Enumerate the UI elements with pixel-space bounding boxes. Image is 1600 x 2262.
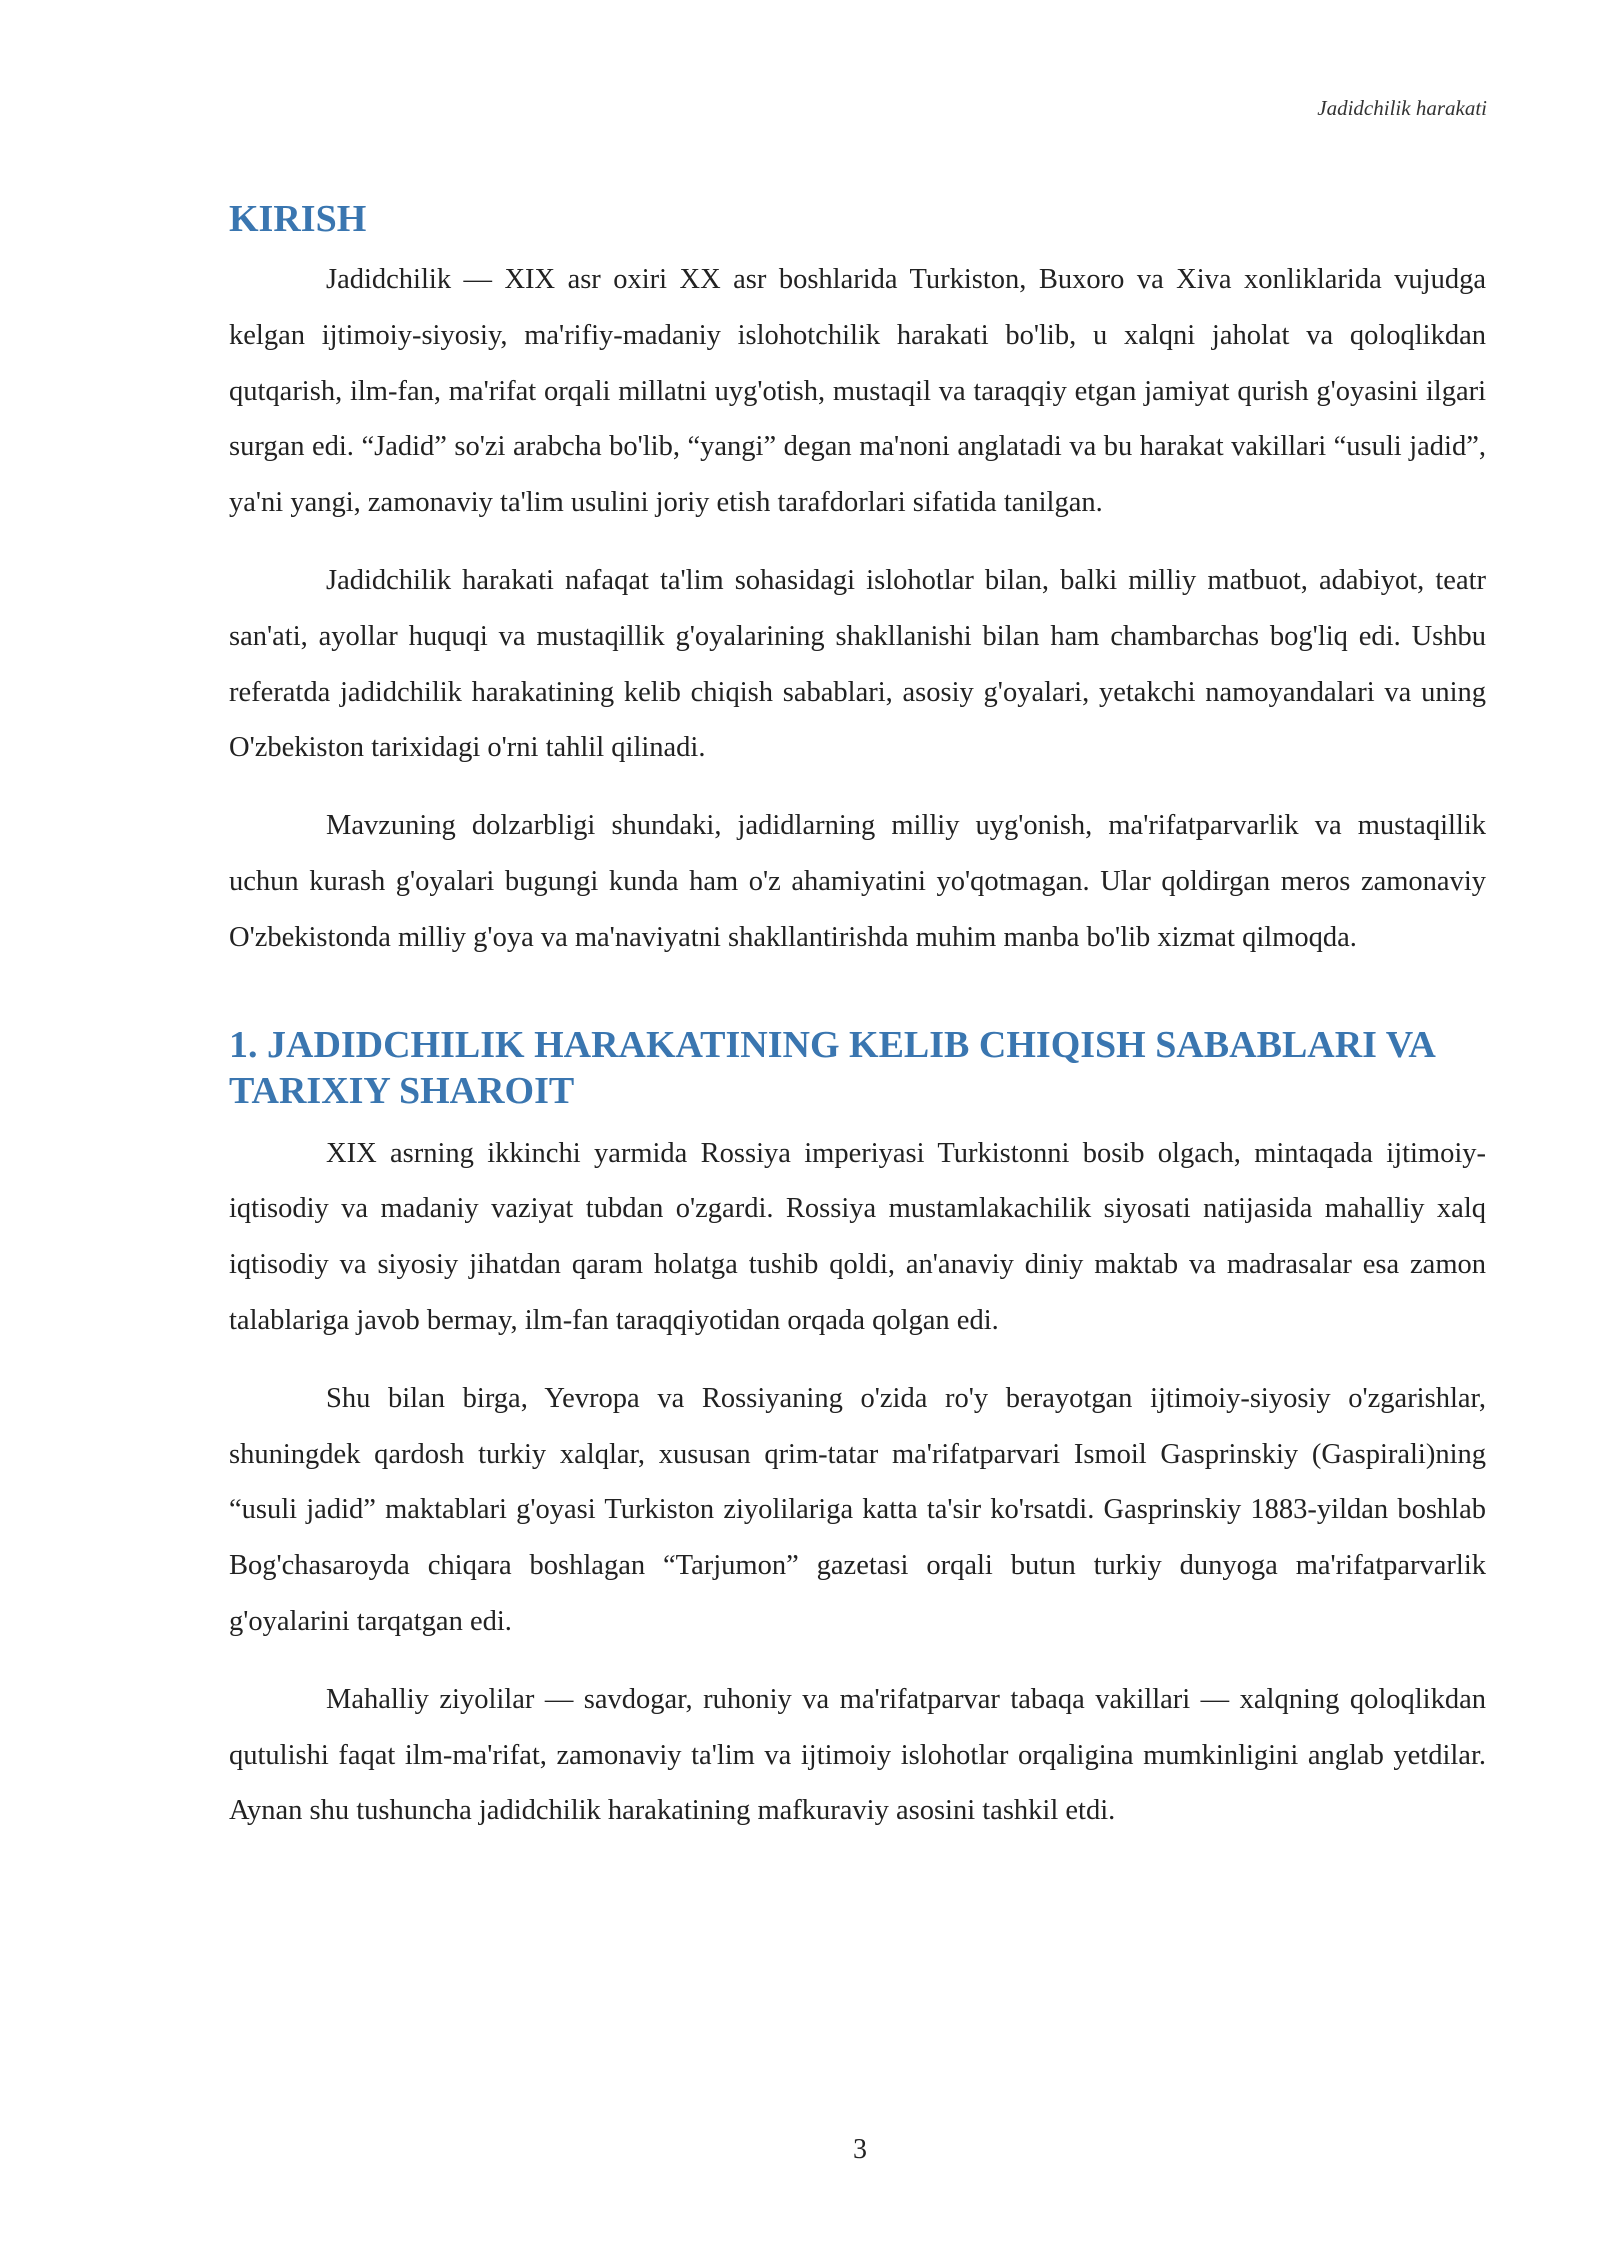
page-number: 3: [853, 2134, 867, 2165]
paragraph: Jadidchilik harakati nafaqat ta'lim sohasidagi islohotlar bilan, balki milliy matbuot, adabiyot, teatr san'ati, ayollar huquqi va mustaqillik g'oyalarining shakllanishi bilan ham chambarchas bog'liq edi. Ushbu referatda jadidchilik harakatining kelib chiqish sabablari, asosiy g'oyalari, yetakchi namoyandalari va uning O'zbekiston tarixidagi o'rni tahlil qilinadi.: [229, 564, 1486, 764]
paragraph: Mahalliy ziyolilar — savdogar, ruhoniy va ma'rifatparvar tabaqa vakillari — xalqning qoloqlikdan qutulishi faqat ilm-ma'rifat, zamonaviy ta'lim va ijtimoiy islohotlar orqaligina mumkinligini anglab yetdilar. Aynan shu tushuncha jadidchilik harakatining mafkuraviy asosini tashkil etdi.: [229, 1683, 1486, 1827]
page-content: [229, 190, 1486, 1861]
section-heading-1: 1. JADIDCHILIK HARAKATINING KELIB CHIQISH SABABLARI VA TARIXIY SHAROIT: [229, 1023, 1434, 1112]
running-header: Jadidchilik harakati: [1317, 96, 1487, 120]
section-heading-intro: KIRISH: [229, 198, 367, 240]
paragraph: XIX asrning ikkinchi yarmida Rossiya imperiyasi Turkistonni bosib olgach, mintaqada ijtimoiy-iqtisodiy va madaniy vaziyat tubdan o'zgardi. Rossiya mustamlakachilik siyosati natijasida mahalliy xalq iqtisodiy va siyosiy jihatdan qaram holatga tushib qoldi, an'anaviy diniy maktab va madrasalar esa zamon talablariga javob bermay, ilm-fan taraqqiyotidan orqada qolgan edi.: [229, 1137, 1486, 1336]
paragraph: Mavzuning dolzarbligi shundaki, jadidlarning milliy uyg'onish, ma'rifatparvarlik va mustaqillik uchun kurash g'oyalari bugungi kunda ham o'z ahamiyatini yo'qotmagan. Ular qoldirgan meros zamonaviy O'zbekistonda milliy g'oya va ma'naviyatni shakllantirishda muhim manba bo'lib xizmat qilmoqda.: [229, 810, 1486, 953]
paragraph: Jadidchilik — XIX asr oxiri XX asr boshlarida Turkiston, Buxoro va Xiva xonliklarida vujudga kelgan ijtimoiy-siyosiy, ma'rifiy-madaniy islohotchilik harakati bo'lib, u xalqni jaholat va qoloqlikdan qutqarish, ilm-fan, ma'rifat orqali millatni uyg'otish, mustaqil va taraqqiy etgan jamiyat qurish g'oyasini ilgari surgan edi. “Jadid” so'zi arabcha bo'lib, “yangi” degan ma'noni anglatadi va bu harakat vakillari “usuli jadid”, ya'ni yangi, zamonaviy ta'lim usulini joriy etish tarafdorlari sifatida tanilgan.: [229, 264, 1486, 519]
paragraph: Shu bilan birga, Yevropa va Rossiyaning o'zida ro'y berayotgan ijtimoiy-siyosiy o'zgarishlar, shuningdek qardosh turkiy xalqlar, xususan qrim-tatar ma'rifatparvari Ismoil Gasprinskiy (Gaspirali)ning “usuli jadid” maktablari g'oyasi Turkiston ziyolilariga katta ta'sir ko'rsatdi. Gasprinskiy 1883-yildan boshlab Bog'chasaroyda chiqara boshlagan “Tarjumon” gazetasi orqali butun turkiy dunyoga ma'rifatparvarlik g'oyalarini tarqatgan edi.: [229, 1382, 1486, 1637]
